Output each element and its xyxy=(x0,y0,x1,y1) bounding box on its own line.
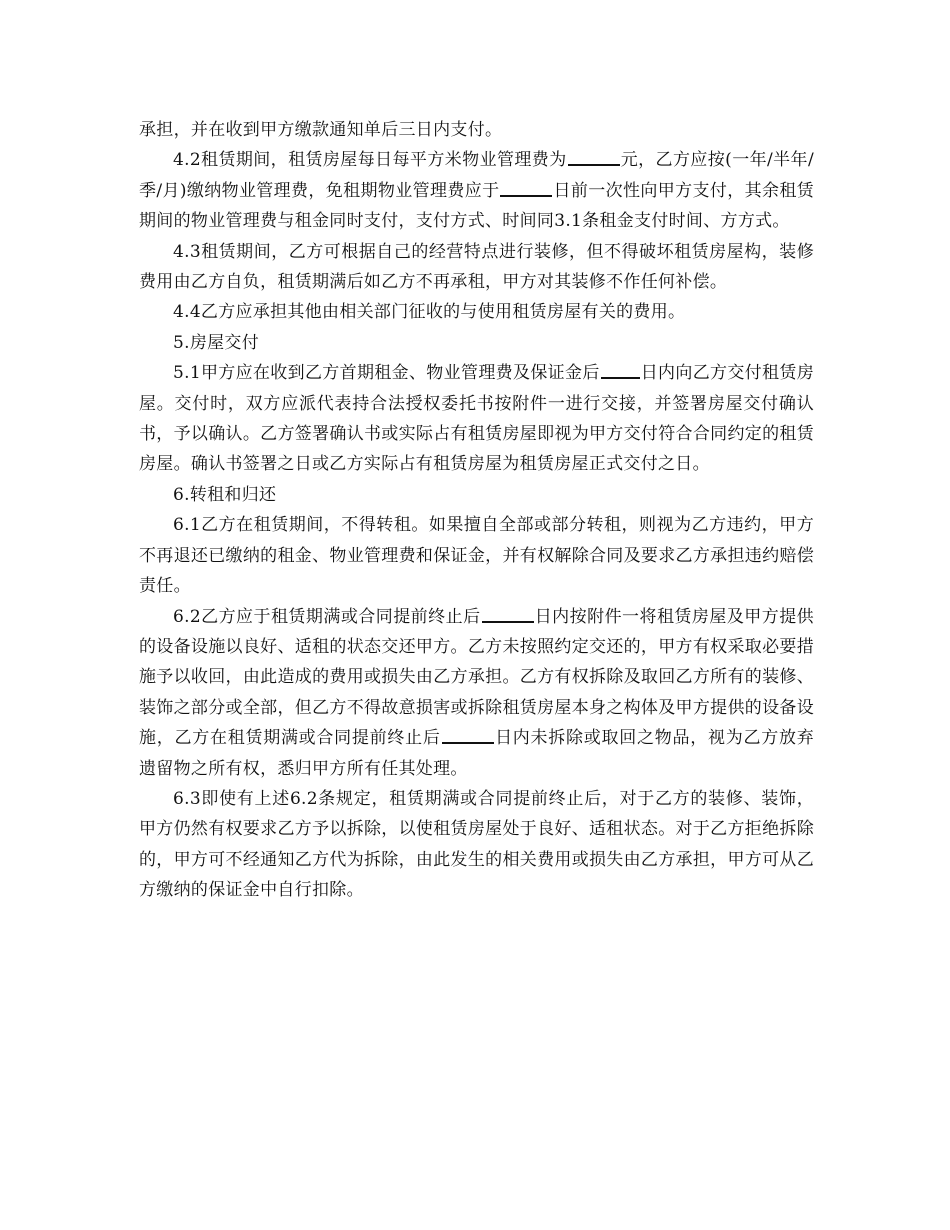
paragraph-text: 日内未拆除或取回之物品，视为乙方放弃遗留物之所有权，悉归甲方所有任其处理。 xyxy=(139,728,814,779)
paragraph-text: 4.4乙方应承担其他由相关部门征收的与使用租赁房屋有关的费用。 xyxy=(173,302,686,323)
paragraph xyxy=(139,358,814,480)
fill-in-blank xyxy=(442,726,494,744)
paragraph-text: 日内向乙方交付租赁房屋。交付时，双方应派代表持合法授权委托书按附件一进行交接，并签署房屋交付确认书，予以确认。乙方签署确认书或实际占有租赁房屋即视为甲方交付符合合同约定的租赁房屋。确认书签署之日或乙方实际占有租赁房屋为租赁房屋正式交付之日。 xyxy=(139,363,814,475)
paragraph-text: 承担，并在收到甲方缴款通知单后三日内支付。 xyxy=(139,120,503,140)
fill-in-blank xyxy=(601,361,640,379)
paragraph-text: 日前一次性向甲方支付，其余租赁期间的物业管理费与租金同时支付，支付方式、时间同3.1条租金支付时间、方方式。 xyxy=(139,180,814,232)
paragraph xyxy=(139,784,814,906)
paragraph xyxy=(139,510,814,601)
paragraph-text: 6.2乙方应于租赁期满或合同提前终止后 xyxy=(173,606,481,627)
paragraph xyxy=(139,115,814,145)
paragraph xyxy=(139,480,814,510)
paragraph-text: 5.1甲方应在收到乙方首期租金、物业管理费及保证金后 xyxy=(173,363,600,384)
paragraph-text: 日内按附件一将租赁房屋及甲方提供的设备设施以良好、适租的状态交还甲方。乙方未按照约定交还的，甲方有权采取必要措施予以收回，由此造成的费用或损失由乙方承担。乙方有权拆除及取回乙方所有的装修、装饰之部分或全部，但乙方不得故意损害或拆除租赁房屋本身之构体及甲方提供的设备设施，乙方在租赁期满或合同提前终止后 xyxy=(139,606,814,749)
fill-in-blank xyxy=(500,179,552,197)
paragraph-text: 6.转租和归还 xyxy=(173,484,277,505)
paragraph xyxy=(139,602,814,784)
paragraph xyxy=(139,328,814,358)
document-body xyxy=(139,115,814,906)
paragraph-text: 6.1乙方在租赁期间，不得转租。如果擅自全部或部分转租，则视为乙方违约，甲方不再退还已缴纳的租金、物业管理费和保证金，并有权解除合同及要求乙方承担违约赔偿责任。 xyxy=(139,515,814,597)
paragraph-text: 4.3租赁期间，乙方可根据自己的经营特点进行装修，但不得破坏租赁房屋构，装修费用由乙方自负，租赁期满后如乙方不再承租，甲方对其装修不作任何补偿。 xyxy=(139,241,814,293)
paragraph-text: 4.2租赁期间，租赁房屋每日每平方米物业管理费为 xyxy=(173,150,567,171)
paragraph-text: 6.3即使有上述6.2条规定，租赁期满或合同提前终止后，对于乙方的装修、装饰，甲方仍然有权要求乙方予以拆除，以使租赁房屋处于良好、适租状态。对于乙方拒绝拆除的，甲方可不经通知乙方代为拆除，由此发生的相关费用或损失由乙方承担，甲方可从乙方缴纳的保证金中自行扣除。 xyxy=(139,788,814,901)
paragraph xyxy=(139,237,814,298)
paragraph xyxy=(139,145,814,236)
paragraph xyxy=(139,297,814,327)
fill-in-blank xyxy=(482,605,534,623)
paragraph-text: 5.房屋交付 xyxy=(173,332,260,353)
paragraph-text: 元，乙方应按(一年/半年/季/月)缴纳物业管理费，免租期物业管理费应于 xyxy=(139,150,814,201)
fill-in-blank xyxy=(568,148,620,166)
